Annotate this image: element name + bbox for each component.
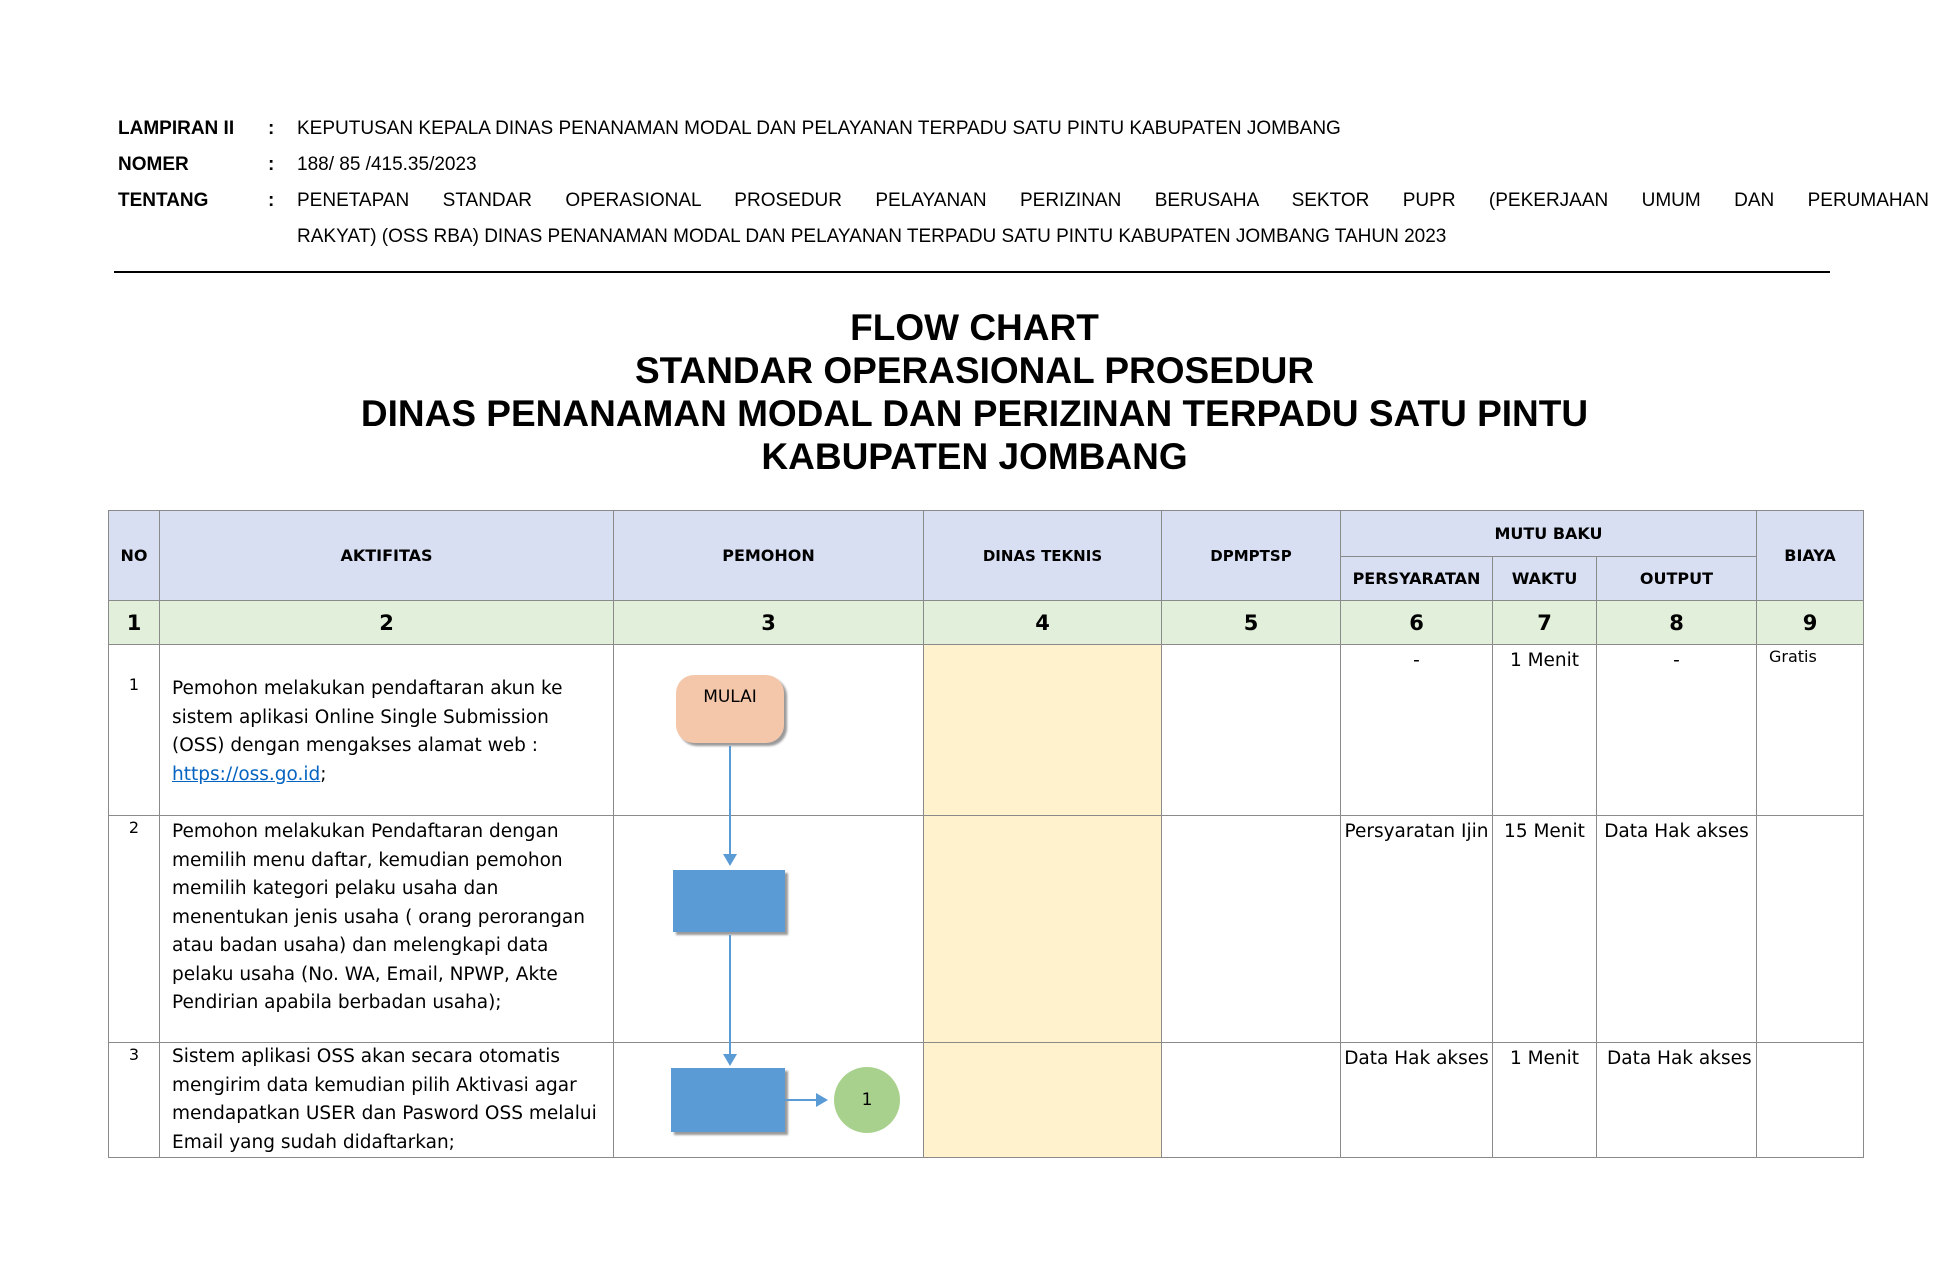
column-number: 9 (1757, 601, 1864, 645)
column-number: 3 (614, 601, 924, 645)
tentang-label: TENTANG (118, 190, 209, 211)
table-row (109, 1043, 1864, 1158)
process-box (673, 870, 785, 932)
row-biaya: Gratis (1757, 645, 1864, 816)
colon: : (268, 190, 275, 211)
row-activity: Pemohon melakukan Pendaftaran dengan memilih menu daftar, kemudian pemohon memilih kategori pelaku usaha dan menentukan jenis usaha ( orang perorangan atau badan usaha) dan melengkapi data pelaku usaha (No. WA, Email, NPWP, Akte Pendirian apabila berbadan usaha); (160, 816, 614, 1043)
column-number-row (109, 601, 1864, 645)
colon: : (268, 154, 275, 175)
nomer-value: 188/ 85 /415.35/2023 (297, 154, 477, 175)
header-aktifitas: AKTIFITAS (160, 511, 614, 601)
row-biaya (1757, 816, 1864, 1043)
row-number: 1 (109, 645, 160, 816)
column-number: 1 (109, 601, 160, 645)
header-no: NO (109, 511, 160, 601)
start-terminal: MULAI (676, 675, 784, 743)
row-persyaratan: - (1341, 645, 1493, 816)
header-divider (114, 271, 1830, 273)
column-number: 8 (1597, 601, 1757, 645)
nomer-label: NOMER (118, 154, 189, 175)
column-number: 7 (1493, 601, 1597, 645)
lampiran-label: LAMPIRAN II (118, 118, 235, 139)
flow-cell-dinas-teknis (924, 816, 1162, 1043)
flow-cell-pemohon (614, 645, 924, 816)
row-waktu: 15 Menit (1493, 816, 1597, 1043)
row-number: 2 (109, 816, 160, 1043)
header-waktu: WAKTU (1493, 557, 1597, 601)
flow-connector-line (729, 746, 731, 816)
row-output: - (1597, 645, 1757, 816)
flow-cell-dinas-teknis (924, 645, 1162, 816)
tentang-value-line1: PENETAPAN STANDAR OPERASIONAL PROSEDUR PELAYANAN PERIZINAN BERUSAHA SEKTOR PUPR (PEKERJAAN UMUM DAN PERUMAHAN (297, 190, 1929, 211)
sop-table (108, 510, 1864, 1158)
flow-cell-pemohon (614, 816, 924, 1043)
header-pemohon: PEMOHON (614, 511, 924, 601)
page-connector: 1 (834, 1067, 900, 1133)
column-number: 4 (924, 601, 1162, 645)
flow-connector-line (785, 1099, 818, 1101)
oss-link[interactable]: https://oss.go.id (172, 763, 321, 785)
row-persyaratan: Data Hak akses (1341, 1043, 1493, 1158)
row-activity: Sistem aplikasi OSS akan secara otomatis mengirim data kemudian pilih Aktivasi agar mendapatkan USER dan Pasword OSS melalui Email yang sudah didaftarkan; (160, 1043, 614, 1158)
row-waktu: 1 Menit (1493, 645, 1597, 816)
row-output: Data Hak akses (1597, 1043, 1757, 1158)
arrow-right-icon (816, 1093, 828, 1107)
process-box (671, 1068, 785, 1132)
column-number: 2 (160, 601, 614, 645)
header-mutu-baku: MUTU BAKU (1341, 511, 1757, 557)
title-line-4: KABUPATEN JOMBANG (761, 436, 1188, 477)
activity-text: Pemohon melakukan pendaftaran akun ke sistem aplikasi Online Single Submission (OSS) dengan mengakses alamat web : (172, 678, 563, 756)
title-line-3: DINAS PENANAMAN MODAL DAN PERIZINAN TERPADU SATU PINTU (360, 393, 1589, 434)
row-biaya (1757, 1043, 1864, 1158)
flow-connector-line (729, 816, 731, 856)
header-output: OUTPUT (1597, 557, 1757, 601)
flow-cell-pemohon (614, 1043, 924, 1158)
arrow-down-icon (723, 1054, 737, 1066)
column-number: 6 (1341, 601, 1493, 645)
title-line-1: FLOW CHART (850, 307, 1099, 348)
row-number: 3 (109, 1043, 160, 1158)
page-title (0, 306, 1949, 478)
colon: : (268, 118, 275, 139)
row-output: Data Hak akses (1597, 816, 1757, 1043)
title-line-2: STANDAR OPERASIONAL PROSEDUR (634, 350, 1315, 391)
lampiran-value: KEPUTUSAN KEPALA DINAS PENANAMAN MODAL DAN PELAYANAN TERPADU SATU PINTU KABUPATEN JOMBANG (297, 118, 1341, 139)
header-persyaratan: PERSYARATAN (1341, 557, 1493, 601)
header-biaya: BIAYA (1757, 511, 1864, 601)
row-activity (160, 645, 614, 816)
arrow-down-icon (723, 854, 737, 866)
row-waktu: 1 Menit (1493, 1043, 1597, 1158)
flow-connector-line (729, 935, 731, 1043)
table-row (109, 645, 1864, 816)
row-persyaratan: Persyaratan Ijin (1341, 816, 1493, 1043)
flow-cell-dpmptsp (1162, 1043, 1341, 1158)
header-dinas-teknis: DINAS TEKNIS (924, 511, 1162, 601)
flow-cell-dpmptsp (1162, 645, 1341, 816)
header-dpmptsp: DPMPTSP (1162, 511, 1341, 601)
column-number: 5 (1162, 601, 1341, 645)
table-row (109, 816, 1864, 1043)
flow-cell-dinas-teknis (924, 1043, 1162, 1158)
link-suffix: ; (320, 763, 327, 785)
flow-cell-dpmptsp (1162, 816, 1341, 1043)
tentang-value-line2: RAKYAT) (OSS RBA) DINAS PENANAMAN MODAL DAN PELAYANAN TERPADU SATU PINTU KABUPATEN JOMBANG TAHUN 2023 (297, 226, 1447, 247)
